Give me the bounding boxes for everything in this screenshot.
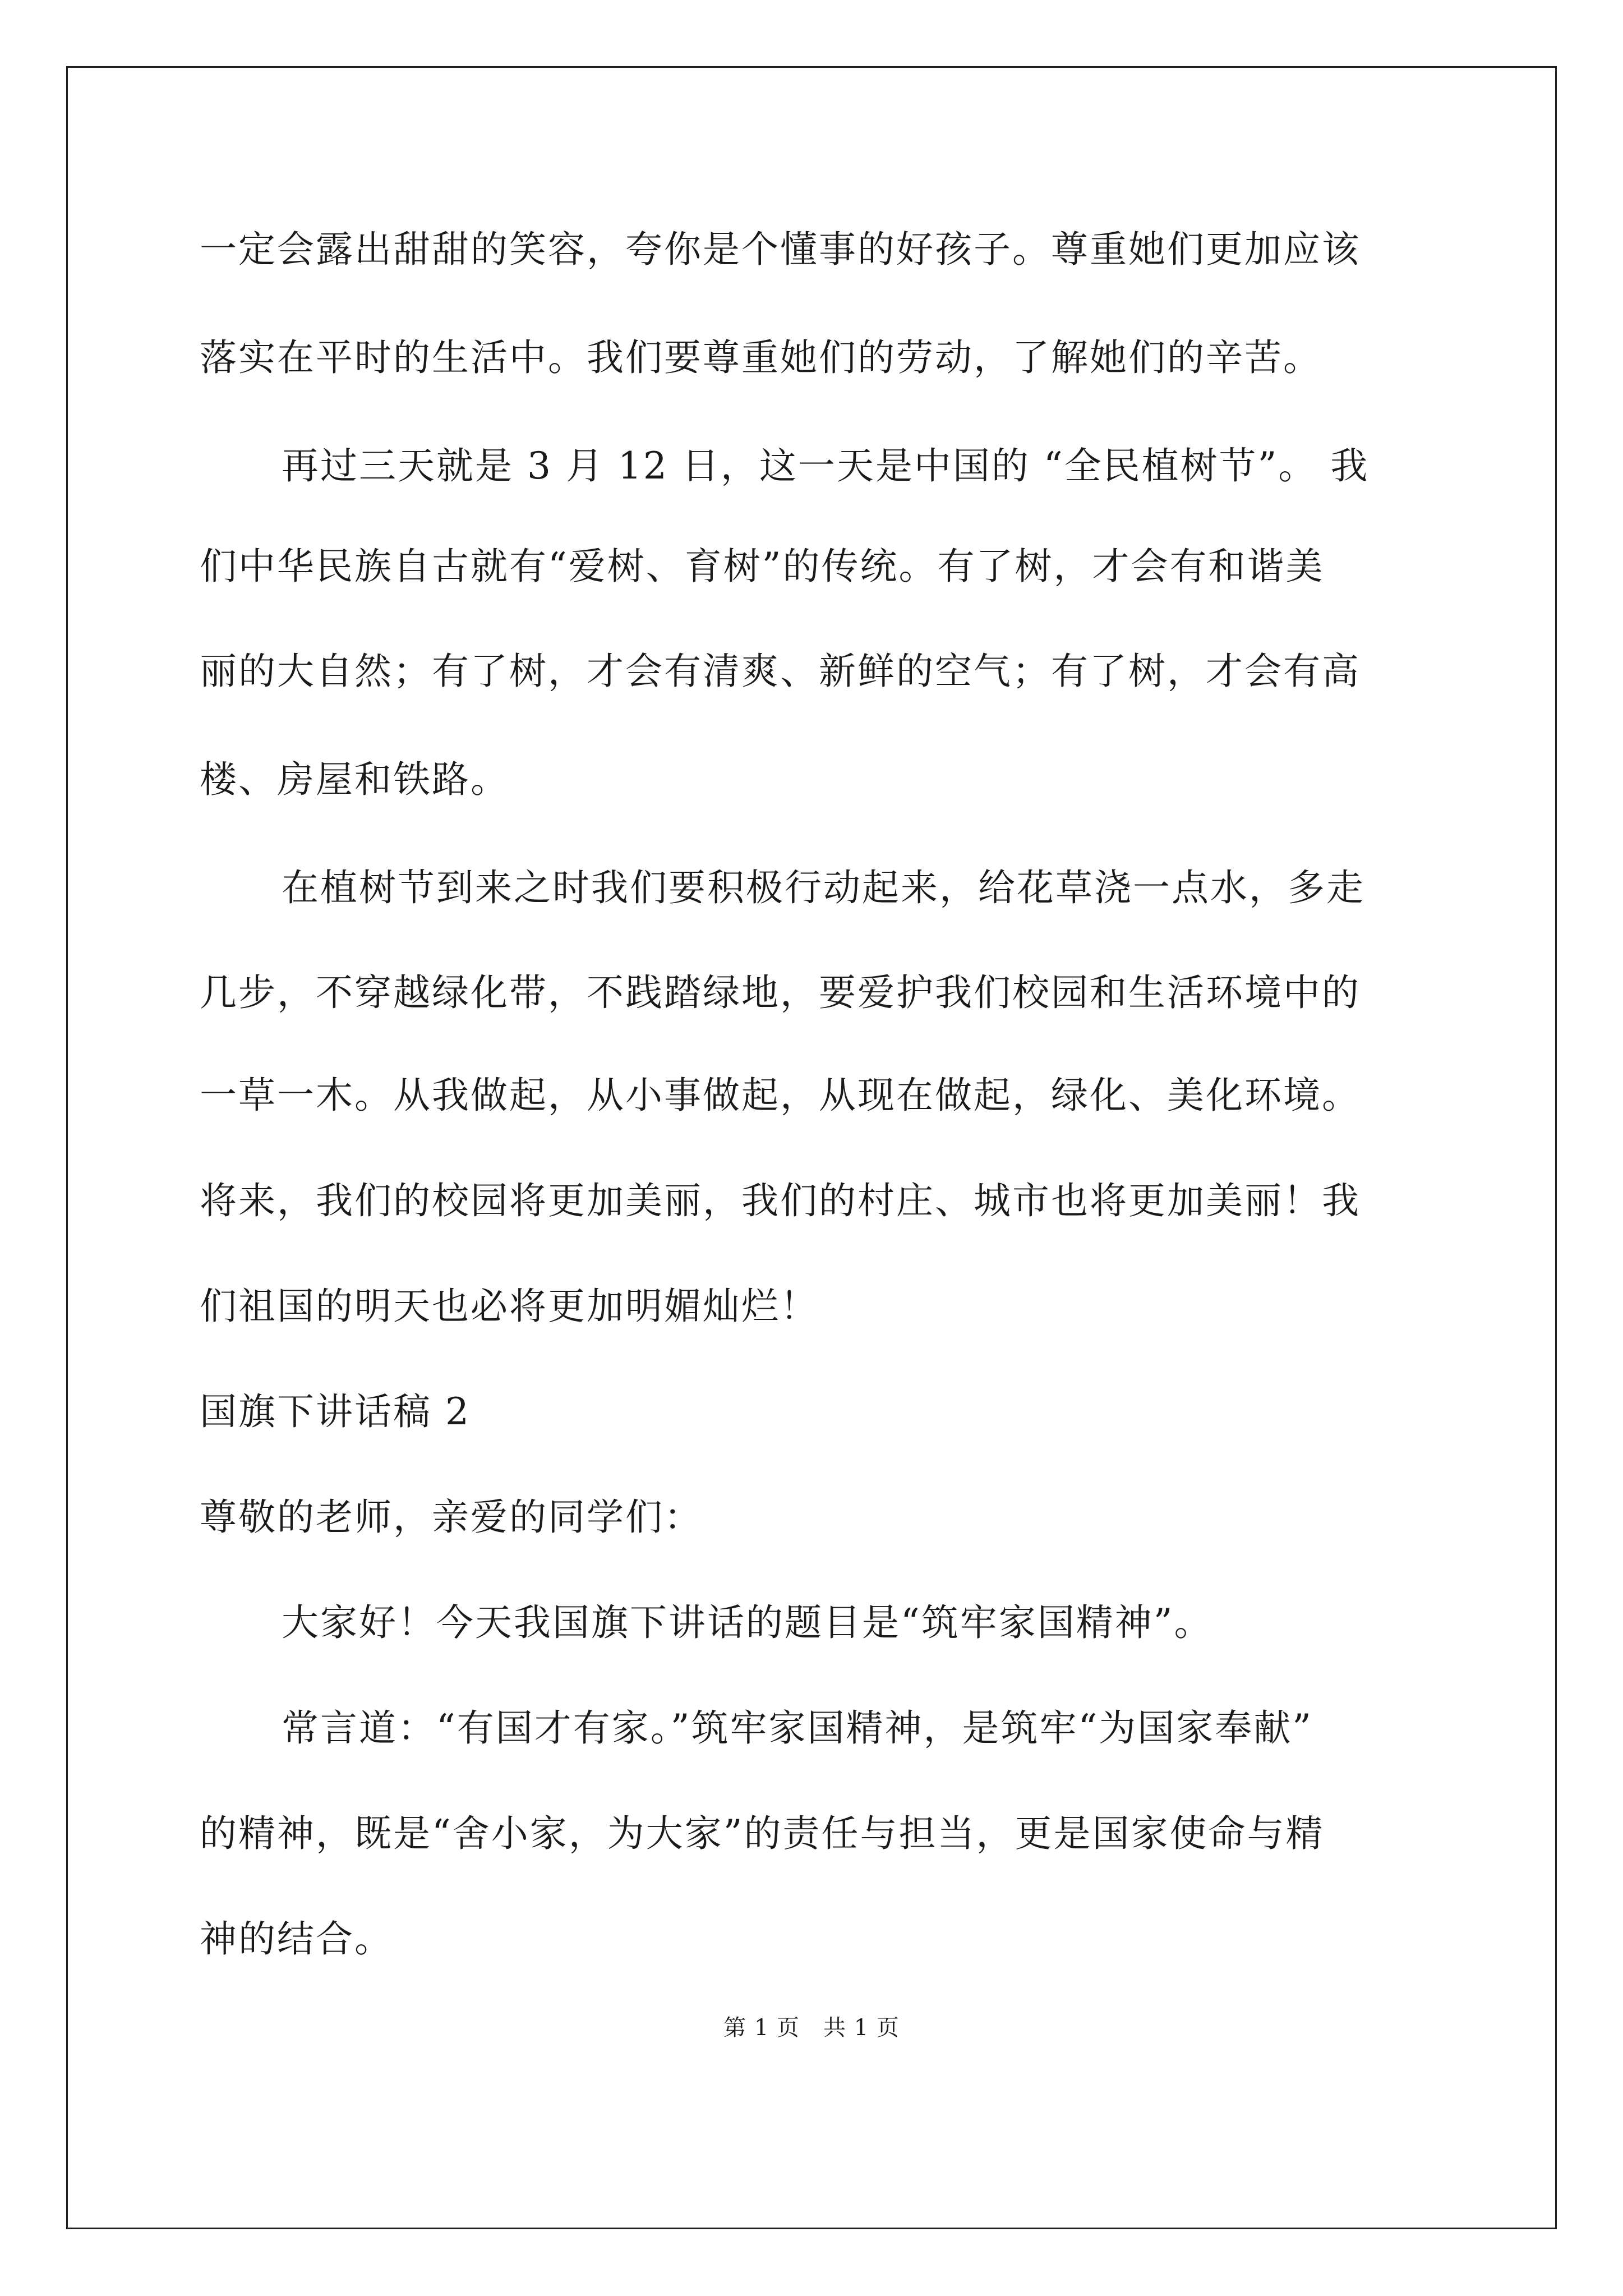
page-border xyxy=(66,66,1557,2229)
paragraph-line: 一定会露出甜甜的笑容，夸你是个懂事的好孩子。尊重她们更加应该 xyxy=(200,228,1361,271)
page-number: 第 1 页 xyxy=(723,2015,800,2041)
paragraph-line: 大家好！今天我国旗下讲话的题目是“筑牢家国精神”。 xyxy=(282,1601,1213,1644)
paragraph-line: 再过三天就是 3 月 12 日，这一天是中国的 “全民植树节”。 我 xyxy=(282,444,1370,487)
paragraph-line: 们祖国的明天也必将更加明媚灿烂！ xyxy=(200,1285,819,1328)
paragraph-line: 在植树节到来之时我们要积极行动起来，给花草浇一点水，多走 xyxy=(282,866,1365,909)
paragraph-line: 们中华民族自古就有“爱树、育树”的传统。有了树，才会有和谐美 xyxy=(200,545,1325,588)
salutation: 尊敬的老师，亲爱的同学们： xyxy=(200,1496,703,1539)
paragraph-line: 常言道：“有国才有家。”筑牢家国精神，是筑牢“为国家奉献” xyxy=(282,1706,1313,1750)
paragraph-line: 几步，不穿越绿化带，不践踏绿地，要爱护我们校园和生活环境中的 xyxy=(200,971,1361,1014)
paragraph-line: 神的结合。 xyxy=(200,1917,393,1961)
page-total: 共 1 页 xyxy=(823,2015,900,2041)
section-heading: 国旗下讲话稿 2 xyxy=(200,1390,471,1433)
paragraph-line: 的精神，既是“舍小家，为大家”的责任与担当，更是国家使命与精 xyxy=(200,1812,1325,1855)
paragraph-line: 将来，我们的校园将更加美丽，我们的村庄、城市也将更加美丽！我 xyxy=(200,1179,1361,1222)
paragraph-line: 落实在平时的生活中。我们要尊重她们的劳动，了解她们的辛苦。 xyxy=(200,336,1322,379)
paragraph-line: 楼、房屋和铁路。 xyxy=(200,758,509,801)
page-footer xyxy=(0,2014,1623,2042)
paragraph-line: 丽的大自然；有了树，才会有清爽、新鲜的空气；有了树，才会有高 xyxy=(200,650,1361,693)
paragraph-line: 一草一木。从我做起，从小事做起，从现在做起，绿化、美化环境。 xyxy=(200,1074,1361,1117)
